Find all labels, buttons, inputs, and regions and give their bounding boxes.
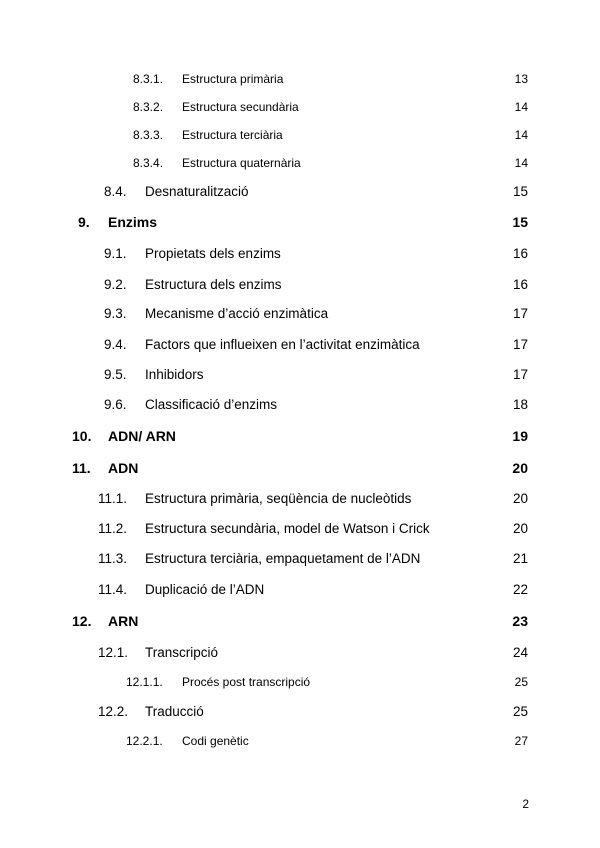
toc-number: 11.2. [98, 521, 128, 536]
toc-page: 24 [512, 645, 528, 660]
toc-number: 9.1. [104, 246, 127, 261]
toc-page: 23 [512, 613, 528, 629]
toc-page: 14 [514, 156, 528, 170]
toc-number: 8.3.2. [133, 100, 164, 114]
toc-number: 12.1. [98, 645, 129, 660]
toc-title: Estructura quaternària [182, 156, 301, 170]
toc-title: Traducció [145, 704, 204, 719]
toc-page: 20 [512, 491, 528, 506]
toc-page: 16 [512, 246, 528, 261]
toc-page: 16 [512, 277, 528, 292]
toc-title: Estructura terciària, empaquetament de l’ADN [145, 551, 421, 566]
toc-title: Procés post transcripció [182, 675, 311, 689]
toc-number: 8.3.3. [133, 128, 164, 142]
toc-number: 8.4. [104, 184, 127, 199]
toc-number: 9.2. [104, 277, 127, 292]
toc-title: Transcripció [145, 645, 219, 660]
toc-number: 12.1.1. [126, 675, 163, 689]
toc-number: 8.3.4. [133, 156, 164, 170]
toc-page: 25 [512, 704, 528, 719]
toc-page: 27 [514, 734, 528, 748]
toc-number: 12.2. [98, 704, 129, 719]
toc-number: 11.1. [98, 491, 128, 506]
page-number: 2 [522, 797, 529, 811]
toc-number: 11.3. [98, 551, 128, 566]
toc-page: 13 [514, 72, 528, 86]
toc-page: 25 [514, 675, 528, 689]
toc-number: 9. [78, 214, 90, 230]
toc-page: 14 [514, 100, 528, 114]
toc-title: ADN/ ARN [108, 428, 176, 444]
toc-title: Estructura terciària [182, 128, 283, 142]
toc-title: ADN [108, 460, 139, 476]
toc-number: 12. [72, 613, 92, 629]
toc-title: Inhibidors [145, 367, 204, 382]
toc-page: 18 [512, 397, 528, 412]
toc-number: 12.2.1. [126, 734, 163, 748]
toc-page: 19 [512, 428, 528, 444]
toc-title: Factors que influeixen en l’activitat enzimàtica [145, 337, 420, 352]
toc-page: 17 [512, 367, 528, 382]
toc-title: Enzims [108, 214, 158, 230]
toc-number: 9.3. [104, 306, 127, 321]
toc-number: 8.3.1. [133, 72, 164, 86]
toc-title: Estructura primària [182, 72, 284, 86]
toc-page: 17 [512, 306, 528, 321]
toc-page: 22 [512, 582, 528, 597]
toc-title: Propietats dels enzims [145, 246, 281, 261]
toc-title: Estructura primària, seqüència de nucleòtids [145, 491, 412, 506]
toc-page: 15 [512, 184, 528, 199]
toc-number: 11. [72, 460, 91, 476]
toc-page: 14 [514, 128, 528, 142]
toc-number: 9.5. [104, 367, 127, 382]
toc-title: Estructura secundària [182, 100, 299, 114]
toc-page: 20 [512, 460, 528, 476]
toc-page: 17 [512, 337, 528, 352]
toc-title: ARN [108, 613, 139, 629]
toc-page: 20 [512, 521, 528, 536]
toc-title: Classificació d’enzims [145, 397, 278, 412]
toc-number: 10. [72, 428, 92, 444]
toc-number: 9.6. [104, 397, 127, 412]
toc-page: 21 [512, 551, 528, 566]
toc-title: Estructura secundària, model de Watson i Crick [145, 521, 430, 536]
toc-title: Desnaturalització [145, 184, 249, 199]
toc-title: Estructura dels enzims [145, 277, 282, 292]
toc-page: 15 [512, 214, 528, 230]
toc-number: 11.4. [98, 582, 128, 597]
toc-title: Duplicació de l’ADN [145, 582, 265, 597]
toc-title: Codi genètic [182, 734, 249, 748]
toc-title: Mecanisme d’acció enzimàtica [145, 306, 329, 321]
toc-number: 9.4. [104, 337, 127, 352]
